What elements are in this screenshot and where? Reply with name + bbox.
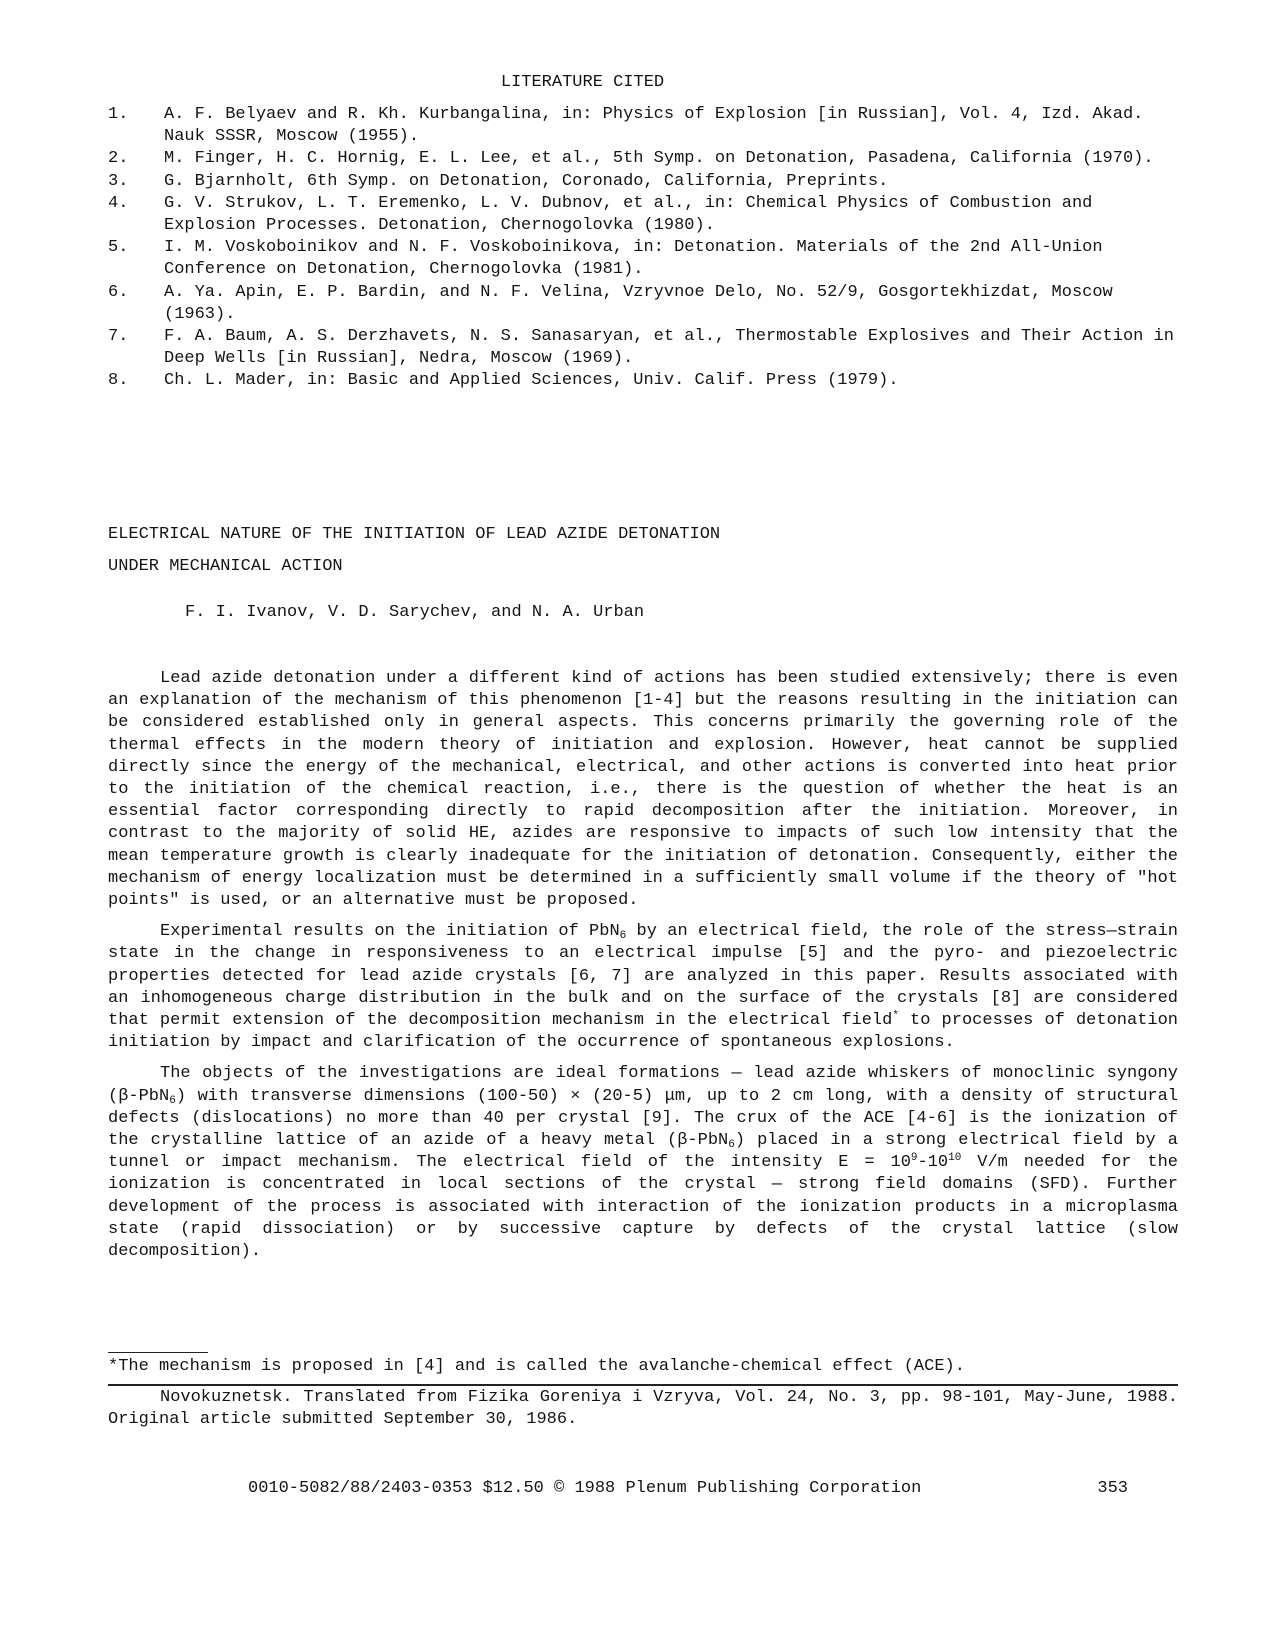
subscript: 6 <box>169 1094 176 1107</box>
article-title-line-2: UNDER MECHANICAL ACTION <box>108 557 343 576</box>
paragraph-3 <box>108 1063 1178 1263</box>
reference-item <box>108 370 1178 392</box>
subscript: 6 <box>619 930 627 943</box>
reference-number: 7. <box>108 327 129 347</box>
superscript: 10 <box>948 1152 962 1165</box>
reference-number: 6. <box>108 282 129 302</box>
page-footer <box>108 1478 1128 1500</box>
reference-text: M. Finger, H. C. Hornig, E. L. Lee, et al., 5th Symp. on Detonation, Pasadena, California (1970). <box>164 149 1154 169</box>
paragraph-1: Lead azide detonation under a different kind of actions has been studied extensively; there is even an explanation of the mechanism of this phenomenon [1-4] but the reasons resulting in the initiation can be considered established only in general aspects. This concerns primarily the governing role of the thermal effects in the modern theory of initiation and explosion. However, heat cannot be supplied directly since the energy of the mechanical, electrical, and other actions is converted into heat prior to the initiation of the chemical reaction, i.e., there is the question of whether the heat is an essential factor corresponding directly to rapid decomposition after the initiation. Moreover, in contrast to the majority of solid HE, azides are responsive to impacts of such low intensity that the mean temperature growth is clearly inadequate for the initiation of detonation. Consequently, either the mechanism of energy localization must be determined in a sufficiently small volume if the theory of "hot points" is used, or an alternative must be proposed. <box>108 669 1178 911</box>
footnote-divider <box>108 1352 208 1353</box>
translation-note: Novokuznetsk. Translated from Fizika Goreniya i Vzryva, Vol. 24, No. 3, pp. 98-101, May-June, 1988. Original article submitted September 30, 1986. <box>108 1388 1178 1430</box>
reference-item <box>108 171 1178 193</box>
paragraph-2-part-b: by an electrical field, the role of the stress—strain state in the change in responsiveness to an electrical impulse [5] and the pyro- and piezoelectric properties detected for lead azide crystals [6, 7] are analyzed in this paper. Results associated with an inhomogeneous charge distribution in the bulk and on the surface of the crystals [8] are considered that permit extension of the decomposition mechanism in the electrical field <box>108 922 1179 1031</box>
literature-cited-heading: LITERATURE CITED <box>500 73 665 92</box>
paragraph-2-part-a: Experimental results on the initiation of PbN <box>160 922 620 942</box>
reference-item <box>108 148 1178 170</box>
paragraph-2-part-c: to processes of detonation initiation by impact and clarification of the occurrence of spontaneous explosions. <box>108 1011 1179 1053</box>
reference-list <box>108 104 1178 393</box>
paragraph-3-part-c: ) placed in a strong electrical field by a tunnel or impact mechanism. The electrical field of the intensity E = 10 <box>108 1131 1178 1173</box>
reference-number: 5. <box>108 238 129 258</box>
reference-text: I. M. Voskoboinikov and N. F. Voskoboinikova, in: Detonation. Materials of the 2nd All-Union Conference on Detonation, Chernogolovka (1981). <box>164 238 1103 280</box>
reference-text: A. F. Belyaev and R. Kh. Kurbangalina, in: Physics of Explosion [in Russian], Vol. 4, Izd. Akad. Nauk SSSR, Moscow (1955). <box>164 105 1144 147</box>
paragraph-3-part-b: ) with transverse dimensions (100-50) × (20-5) μm, up to 2 cm long, with a density of structural defects (dislocations) no more than 40 per crystal [9]. The crux of the ACE [4-6] is the ionization of the crystalline lattice of an azide of a heavy metal (β-PbN <box>108 1086 1178 1151</box>
reference-text: G. Bjarnholt, 6th Symp. on Detonation, Coronado, California, Preprints. <box>164 171 889 191</box>
reference-number: 3. <box>108 171 129 191</box>
reference-number: 1. <box>108 105 129 124</box>
reference-number: 8. <box>108 371 129 391</box>
paragraph-3-part-a: The objects of the investigations are ideal formations — lead azide whiskers of monoclinic syngony (β-PbN <box>108 1064 1178 1106</box>
reference-item <box>108 326 1178 370</box>
paragraph-3-part-e: V/m needed for the ionization is concentrated in local sections of the crystal — strong field domains (SFD). Further development of the process is associated with interaction of the ionization products in a microplasma state (rapid dissociation) or by successive capture by defects of the crystal lattice (slow decomposition). <box>108 1153 1178 1262</box>
reference-text: F. A. Baum, A. S. Derzhavets, N. S. Sanasaryan, et al., Thermostable Explosives and Their Action in Deep Wells [in Russian], Nedra, Moscow (1969). <box>164 327 1174 369</box>
article-title-line-1: ELECTRICAL NATURE OF THE INITIATION OF LEAD AZIDE DETONATION <box>108 525 721 544</box>
subscript: 6 <box>728 1139 735 1152</box>
translation-note-divider <box>108 1384 1178 1386</box>
reference-number: 2. <box>108 149 129 169</box>
reference-item <box>108 237 1178 281</box>
paragraph-2 <box>108 921 1178 1054</box>
article-authors: F. I. Ivanov, V. D. Sarychev, and N. A. Urban <box>185 603 645 622</box>
reference-item <box>108 193 1178 237</box>
footnote: *The mechanism is proposed in [4] and is called the avalanche-chemical effect (ACE). <box>108 1357 965 1376</box>
copyright-code: 0010-5082/88/2403-0353 $12.50 © 1988 Plenum Publishing Corporation <box>248 1479 922 1498</box>
reference-item <box>108 282 1178 326</box>
reference-text: A. Ya. Apin, E. P. Bardin, and N. F. Velina, Vzryvnoe Delo, No. 52/9, Gosgortekhizdat, Moscow (1963). <box>164 282 1113 324</box>
reference-item <box>108 104 1178 148</box>
reference-number: 4. <box>108 193 129 213</box>
footnote-marker: * <box>892 1010 899 1023</box>
superscript: 9 <box>910 1152 918 1165</box>
page-number: 353 <box>1097 1479 1128 1498</box>
paragraph-3-part-d: -10 <box>917 1153 949 1173</box>
article-body <box>108 668 1178 1272</box>
reference-text: Ch. L. Mader, in: Basic and Applied Sciences, Univ. Calif. Press (1979). <box>164 371 899 391</box>
reference-text: G. V. Strukov, L. T. Eremenko, L. V. Dubnov, et al., in: Chemical Physics of Combustion and Explosion Processes. Detonation, Chernogolovka (1980). <box>164 193 1093 236</box>
